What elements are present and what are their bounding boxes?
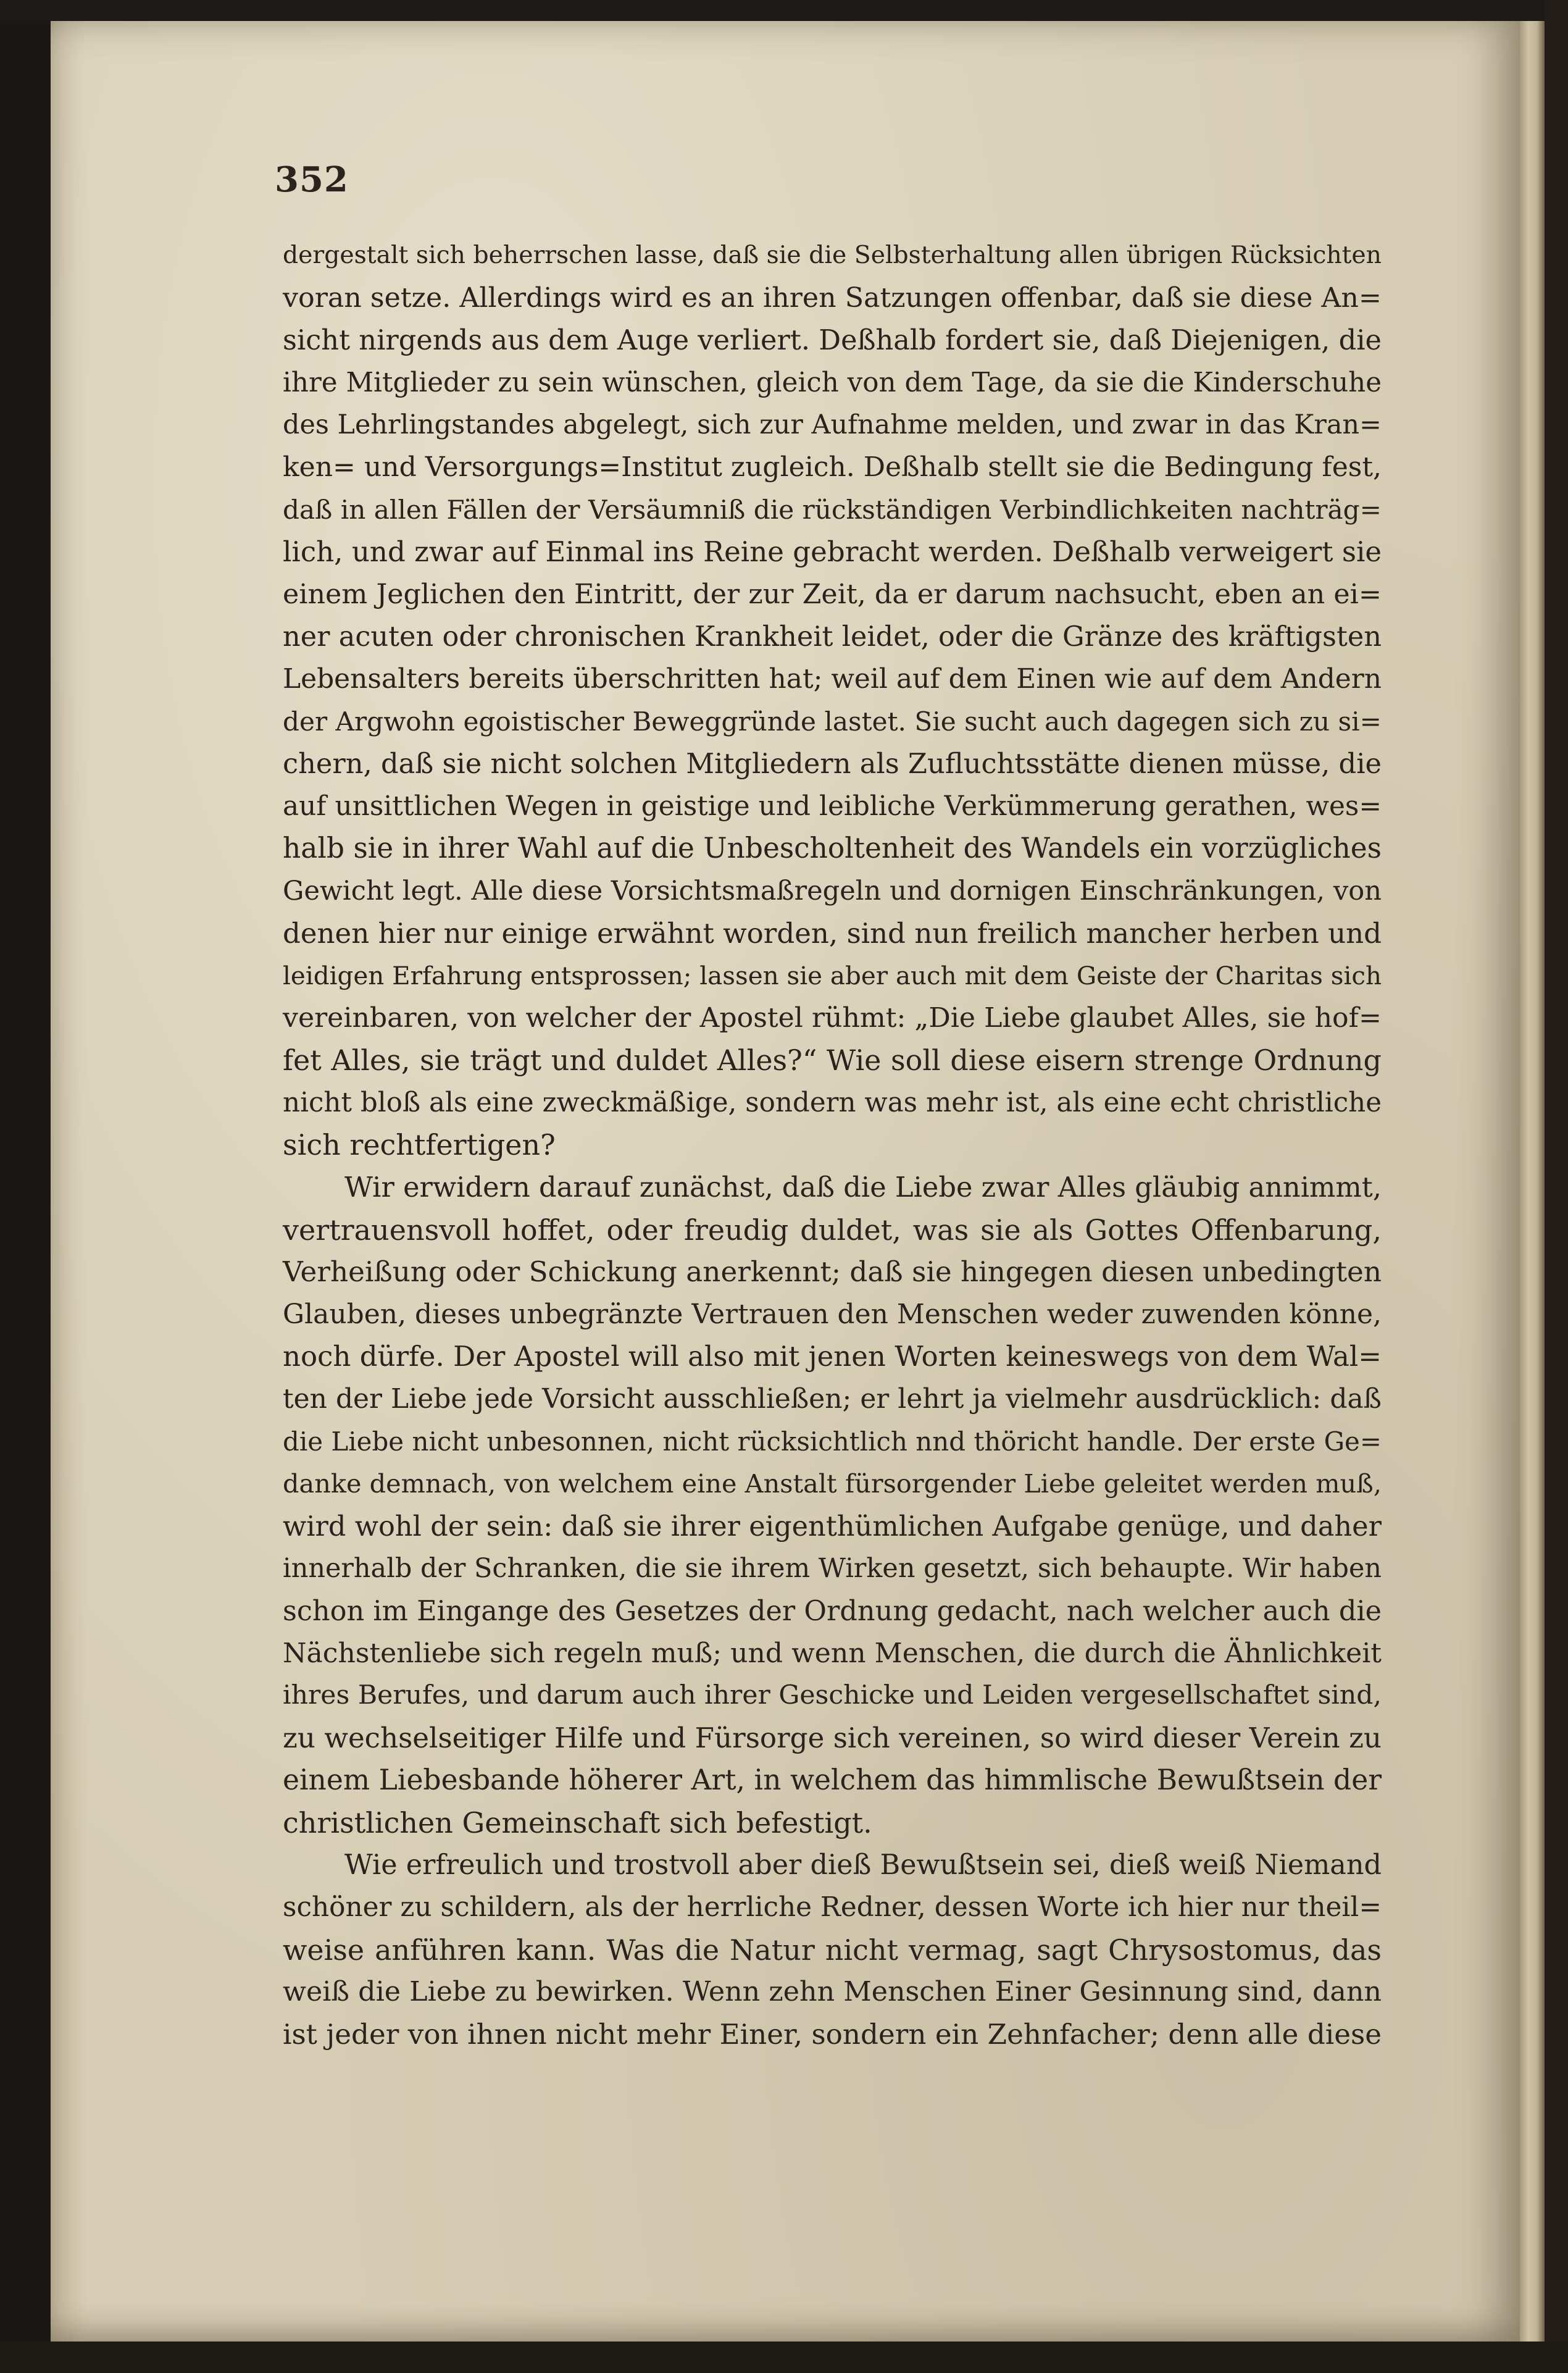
text-line: ner acuten oder chronischen Krankheit leidet, oder die Gränze des kräftigsten	[283, 621, 1382, 653]
text-line: wird wohl der sein: daß sie ihrer eigenthümlichen Aufgabe genüge, und daher	[283, 1510, 1382, 1542]
scan-right-border	[1545, 0, 1568, 2373]
text-line: Gewicht legt. Alle diese Vorsichtsmaßregeln und dornigen Einschränkungen, von	[283, 875, 1382, 906]
scan-bottom-border	[0, 2342, 1568, 2373]
text-line: lich, und zwar auf Einmal ins Reine gebracht werden. Deßhalb verweigert sie	[283, 535, 1382, 569]
text-line: vereinbaren, von welcher der Apostel rühmt: „Die Liebe glaubet Alles, sie hof=	[283, 1002, 1382, 1034]
text-line: einem Jeglichen den Eintritt, der zur Zeit, da er darum nachsucht, eben an ei=	[283, 578, 1382, 610]
page-edge	[1520, 21, 1545, 2342]
text-line: voran setze. Allerdings wird es an ihren Satzungen offenbar, daß sie diese An=	[283, 282, 1382, 314]
text-line: danke demnach, von welchem eine Anstalt fürsorgender Liebe geleitet werden muß,	[283, 1469, 1382, 1499]
text-line: auf unsittlichen Wegen in geistige und leibliche Verkümmerung gerathen, wes=	[283, 790, 1382, 822]
text-line: des Lehrlingstandes abgelegt, sich zur Aufnahme melden, und zwar in das Kran=	[283, 409, 1382, 441]
text-line: der Argwohn egoistischer Beweggründe lastet. Sie sucht auch dagegen sich zu si=	[283, 706, 1382, 737]
text-line: Wir erwidern darauf zunächst, daß die Liebe zwar Alles gläubig annimmt,	[344, 1171, 1382, 1204]
text-line: nicht bloß als eine zweckmäßige, sondern was mehr ist, als eine echt christliche	[283, 1087, 1382, 1118]
text-line: denen hier nur einige erwähnt worden, sind nun freilich mancher herben und	[283, 916, 1382, 950]
text-line: innerhalb der Schranken, die sie ihrem Wirken gesetzt, sich behaupte. Wir haben	[283, 1553, 1382, 1584]
text-line: ist jeder von ihnen nicht mehr Einer, sondern ein Zehnfacher; denn alle diese	[283, 2017, 1382, 2051]
text-line: christlichen Gemeinschaft sich befestigt.	[283, 1806, 872, 1839]
text-line: ihre Mitglieder zu sein wünschen, gleich von dem Tage, da sie die Kinderschuhe	[283, 367, 1382, 398]
text-line: chern, daß sie nicht solchen Mitgliedern als Zufluchtsstätte dienen müsse, die	[283, 747, 1382, 781]
text-line: dergestalt sich beherrschen lasse, daß sie die Selbsterhaltung allen übrigen Rücksichten	[283, 241, 1382, 269]
text-line: daß in allen Fällen der Versäumniß die rückständigen Verbindlichkeiten nachträg=	[283, 494, 1382, 525]
text-line: weiß die Liebe zu bewirken. Wenn zehn Menschen Einer Gesinnung sind, dann	[283, 1976, 1382, 2008]
text-line: leidigen Erfahrung entsprossen; lassen sie aber auch mit dem Geiste der Charitas sich	[283, 961, 1382, 991]
text-line: Wie erfreulich und trostvoll aber dieß Bewußtsein sei, dieß weiß Niemand	[344, 1849, 1382, 1881]
text-line: sicht nirgends aus dem Auge verliert. Deßhalb fordert sie, daß Diejenigen, die	[283, 324, 1382, 357]
text-line: einem Liebesbande höherer Art, in welchem das himmlische Bewußtsein der	[283, 1764, 1382, 1797]
text-line: fet Alles, sie trägt und duldet Alles?“ Wie soll diese eisern strenge Ordnung	[283, 1044, 1382, 1078]
text-line: Glauben, dieses unbegränzte Vertrauen den Menschen weder zuwenden könne,	[283, 1298, 1382, 1330]
body-text	[283, 235, 1382, 2056]
text-line: sich rechtfertigen?	[283, 1128, 556, 1162]
text-line: halb sie in ihrer Wahl auf die Unbescholtenheit des Wandels ein vorzügliches	[283, 832, 1382, 865]
text-line: weise anführen kann. Was die Natur nicht vermag, sagt Chrysostomus, das	[283, 1933, 1382, 1967]
text-line: Verheißung oder Schickung anerkennt; daß sie hingegen diesen unbedingten	[283, 1255, 1382, 1289]
text-line: ken= und Versorgungs=Institut zugleich. Deßhalb stellt sie die Bedingung fest,	[283, 451, 1382, 483]
text-line: die Liebe nicht unbesonnen, nicht rücksichtlich nnd thöricht handle. Der erste Ge=	[283, 1426, 1382, 1457]
text-line: schöner zu schildern, als der herrliche Redner, dessen Worte ich hier nur theil=	[283, 1891, 1382, 1923]
text-line: noch dürfe. Der Apostel will also mit jenen Worten keineswegs von dem Wal=	[283, 1340, 1382, 1373]
page-number: 352	[275, 159, 349, 200]
text-line: ten der Liebe jede Vorsicht ausschließen; er lehrt ja vielmehr ausdrücklich: daß	[283, 1383, 1382, 1415]
text-line: zu wechselseitiger Hilfe und Fürsorge sich vereinen, so wird dieser Verein zu	[283, 1721, 1382, 1754]
text-line: vertrauensvoll hoffet, oder freudig duldet, was sie als Gottes Offenbarung,	[283, 1213, 1382, 1247]
text-line: schon im Eingange des Gesetzes der Ordnung gedacht, nach welcher auch die	[283, 1595, 1382, 1627]
text-line: Nächstenliebe sich regeln muß; und wenn Menschen, die durch die Ähnlichkeit	[283, 1637, 1382, 1669]
text-line: Lebensalters bereits überschritten hat; weil auf dem Einen wie auf dem Andern	[283, 663, 1382, 695]
scan-top-border	[0, 0, 1568, 21]
text-line: ihres Berufes, und darum auch ihrer Geschicke und Leiden vergesellschaftet sind,	[283, 1680, 1382, 1711]
